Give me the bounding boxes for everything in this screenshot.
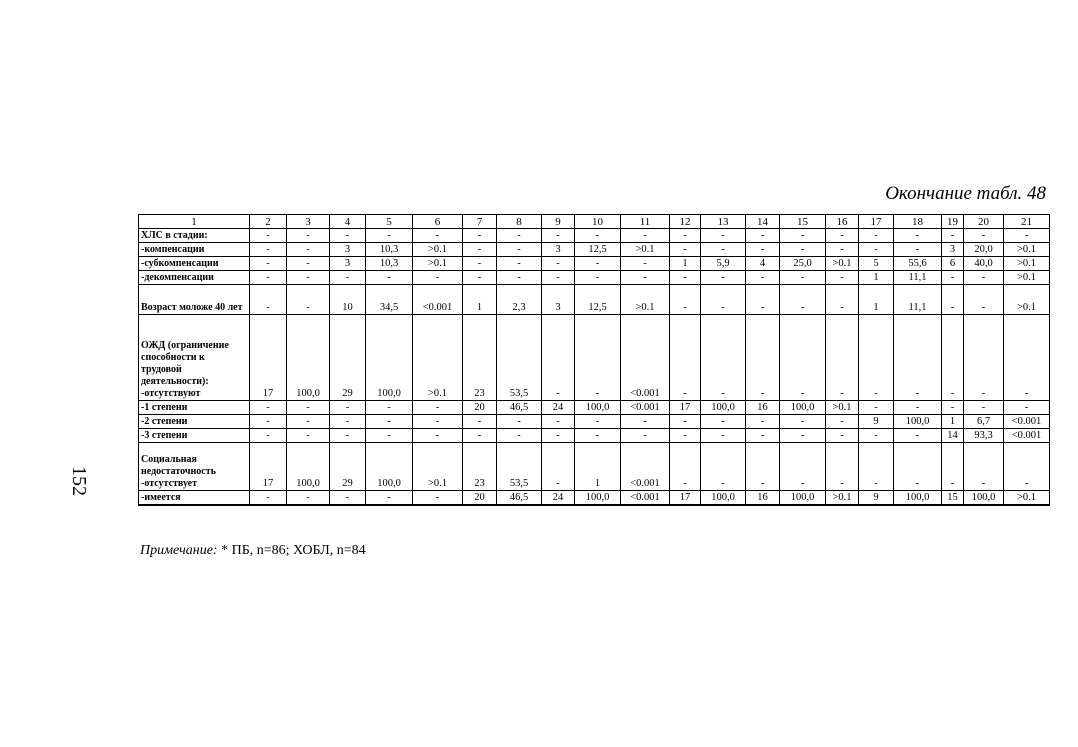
table-row (139, 229, 1050, 243)
table-cell: - (746, 243, 780, 257)
table-cell: - (542, 415, 575, 429)
table-cell: - (330, 415, 366, 429)
table-cell: - (250, 257, 287, 271)
table-cell: - (575, 429, 621, 443)
table-cell: - (250, 415, 287, 429)
table-cell: 1 (670, 257, 701, 271)
table-cell: - (942, 229, 964, 243)
table-cell: 100,0 (366, 315, 413, 401)
header-cell: 8 (497, 215, 542, 229)
table-cell: - (330, 229, 366, 243)
header-cell: 2 (250, 215, 287, 229)
table-cell: - (497, 229, 542, 243)
table-cell: - (964, 271, 1004, 285)
note-label: Примечание: (140, 543, 218, 558)
table-cell: >0.1 (826, 491, 859, 506)
table-row (139, 443, 1050, 491)
table-cell: - (670, 271, 701, 285)
table-cell: - (701, 429, 746, 443)
table-cell: 3 (330, 257, 366, 271)
table-cell: <0.001 (621, 491, 670, 506)
table-cell: >0.1 (826, 257, 859, 271)
table-cell: - (366, 415, 413, 429)
table-cell: 100,0 (894, 415, 942, 429)
table-cell: - (250, 491, 287, 506)
table-row (139, 415, 1050, 429)
table-cell: - (701, 285, 746, 315)
table-cell: - (859, 401, 894, 415)
row-label: -компенсации (139, 243, 250, 257)
table-cell: - (894, 429, 942, 443)
table-cell: >0.1 (621, 285, 670, 315)
header-cell: 9 (542, 215, 575, 229)
table-cell: <0.001 (413, 285, 463, 315)
table-cell: - (964, 229, 1004, 243)
table-cell: 100,0 (287, 315, 330, 401)
table-cell: - (542, 257, 575, 271)
table-cell: 6 (942, 257, 964, 271)
table-cell: 10,3 (366, 243, 413, 257)
table-cell: 25,0 (780, 257, 826, 271)
table-cell: - (250, 229, 287, 243)
table-cell: - (746, 285, 780, 315)
table-cell: - (670, 415, 701, 429)
table-cell: - (942, 443, 964, 491)
table-cell: - (746, 415, 780, 429)
table-cell: - (942, 271, 964, 285)
header-cell: 1 (139, 215, 250, 229)
table-cell: 100,0 (701, 401, 746, 415)
header-cell: 5 (366, 215, 413, 229)
table-row (139, 285, 1050, 315)
table-cell: 46,5 (497, 401, 542, 415)
table-cell: - (894, 401, 942, 415)
table-cell: 29 (330, 315, 366, 401)
table-cell: - (826, 229, 859, 243)
table-cell: 1 (859, 271, 894, 285)
table-row (139, 271, 1050, 285)
table-cell: - (780, 429, 826, 443)
table-cell: - (463, 257, 497, 271)
table-row (139, 429, 1050, 443)
table-cell: - (780, 315, 826, 401)
row-label: -1 степени (139, 401, 250, 415)
table-cell: 100,0 (575, 401, 621, 415)
table-cell: 17 (250, 315, 287, 401)
table-cell: 6,7 (964, 415, 1004, 429)
table-note (140, 543, 366, 559)
table-cell: - (670, 285, 701, 315)
table-cell: - (964, 315, 1004, 401)
table-cell: - (746, 315, 780, 401)
table-cell: - (894, 315, 942, 401)
table-cell: - (701, 243, 746, 257)
table-cell: 20 (463, 491, 497, 506)
table-cell: 3 (542, 285, 575, 315)
table-cell: - (859, 243, 894, 257)
table-cell: - (366, 401, 413, 415)
header-cell: 12 (670, 215, 701, 229)
table-cell: - (1004, 443, 1050, 491)
table-cell: - (575, 257, 621, 271)
table-cell: - (894, 243, 942, 257)
table-cell: - (942, 315, 964, 401)
table-cell: 12,5 (575, 285, 621, 315)
table-cell: - (964, 401, 1004, 415)
table-cell: - (287, 401, 330, 415)
table-cell: - (1004, 315, 1050, 401)
table-cell: 1 (859, 285, 894, 315)
table-cell: - (575, 315, 621, 401)
table-cell: 23 (463, 443, 497, 491)
table-cell: - (780, 285, 826, 315)
row-label: Возраст моложе 40 лет (139, 285, 250, 315)
table-cell: - (746, 271, 780, 285)
table-cell: - (497, 243, 542, 257)
table-cell: - (826, 443, 859, 491)
table-cell: - (859, 429, 894, 443)
table-cell: 15 (942, 491, 964, 506)
table-cell: - (621, 429, 670, 443)
table-cell: - (826, 415, 859, 429)
table-cell: - (287, 491, 330, 506)
table-cell: - (701, 415, 746, 429)
table-cell: 2,3 (497, 285, 542, 315)
table-cell: - (250, 401, 287, 415)
table-cell: 1 (463, 285, 497, 315)
table-cell: - (746, 443, 780, 491)
table-cell: - (366, 491, 413, 506)
table-cell: - (826, 271, 859, 285)
table-cell: 10 (330, 285, 366, 315)
table-cell: 20 (463, 401, 497, 415)
row-label: -имеется (139, 491, 250, 506)
table-cell: - (621, 229, 670, 243)
row-label: -2 степени (139, 415, 250, 429)
table-cell: - (826, 243, 859, 257)
table-cell: >0.1 (413, 257, 463, 271)
header-cell: 20 (964, 215, 1004, 229)
table-row (139, 401, 1050, 415)
table-cell: 14 (942, 429, 964, 443)
table-cell: 100,0 (701, 491, 746, 506)
table-cell: - (250, 271, 287, 285)
table-cell: 46,5 (497, 491, 542, 506)
table-cell: - (701, 271, 746, 285)
table-cell: - (542, 229, 575, 243)
header-cell: 15 (780, 215, 826, 229)
table-cell: 100,0 (894, 491, 942, 506)
table-cell: 16 (746, 401, 780, 415)
table-row (139, 491, 1050, 506)
table-cell: - (894, 229, 942, 243)
header-cell: 10 (575, 215, 621, 229)
table-cell: 16 (746, 491, 780, 506)
table-cell: >0.1 (1004, 285, 1050, 315)
table-row (139, 315, 1050, 401)
table-cell: 34,5 (366, 285, 413, 315)
table-cell: - (250, 285, 287, 315)
table-cell: - (964, 285, 1004, 315)
row-label: -субкомпенсации (139, 257, 250, 271)
table-cell: - (497, 415, 542, 429)
table-cell: <0.001 (1004, 415, 1050, 429)
table-cell: 17 (670, 491, 701, 506)
table-cell: 1 (575, 443, 621, 491)
table-cell: - (621, 257, 670, 271)
table-cell: <0.001 (621, 401, 670, 415)
page-number: 152 (68, 466, 90, 496)
header-cell: 3 (287, 215, 330, 229)
table-cell: - (670, 315, 701, 401)
table-cell: - (575, 271, 621, 285)
table-cell: - (964, 443, 1004, 491)
table-cell: 1 (942, 415, 964, 429)
table-cell: - (780, 243, 826, 257)
table-cell: - (780, 271, 826, 285)
table-cell: - (859, 229, 894, 243)
table-cell: - (413, 415, 463, 429)
table-cell: 9 (859, 415, 894, 429)
table-cell: 10,3 (366, 257, 413, 271)
row-label: -3 степени (139, 429, 250, 443)
row-label: Социальная недостаточность -отсутствует (139, 443, 250, 491)
table-cell: - (463, 229, 497, 243)
table-cell: - (463, 415, 497, 429)
table-cell: - (780, 229, 826, 243)
table-cell: 23 (463, 315, 497, 401)
table-cell: - (366, 429, 413, 443)
table-cell: >0.1 (413, 443, 463, 491)
table-cell: - (859, 443, 894, 491)
table-cell: - (330, 271, 366, 285)
table-cell: 5 (859, 257, 894, 271)
table-cell: - (826, 315, 859, 401)
header-cell: 6 (413, 215, 463, 229)
table-cell: >0.1 (826, 401, 859, 415)
table-cell: - (542, 271, 575, 285)
table-cell: 12,5 (575, 243, 621, 257)
header-cell: 21 (1004, 215, 1050, 229)
table-cell: - (621, 271, 670, 285)
row-label: ХЛС в стадии: (139, 229, 250, 243)
table-cell: - (497, 271, 542, 285)
table-cell: - (542, 443, 575, 491)
table-cell: - (413, 271, 463, 285)
table-cell: - (330, 401, 366, 415)
table-cell: - (287, 229, 330, 243)
table-cell: 11,1 (894, 285, 942, 315)
table-cell: - (670, 243, 701, 257)
table-cell: - (701, 443, 746, 491)
table-cell: 53,5 (497, 443, 542, 491)
table-cell: 4 (746, 257, 780, 271)
table-cell: 100,0 (780, 401, 826, 415)
table-cell: 29 (330, 443, 366, 491)
table-cell: <0.001 (1004, 429, 1050, 443)
table-cell: >0.1 (1004, 257, 1050, 271)
table-cell: - (287, 429, 330, 443)
table-cell: 3 (330, 243, 366, 257)
table-cell: 100,0 (366, 443, 413, 491)
header-cell: 13 (701, 215, 746, 229)
table-cell: <0.001 (621, 315, 670, 401)
table-cell: - (542, 429, 575, 443)
table-cell: 100,0 (287, 443, 330, 491)
table-cell: - (542, 315, 575, 401)
table-cell: - (942, 401, 964, 415)
table-cell: 20,0 (964, 243, 1004, 257)
row-label: -декомпенсации (139, 271, 250, 285)
note-text: * ПБ, n=86; ХОБЛ, n=84 (217, 543, 366, 558)
table-cell: >0.1 (1004, 243, 1050, 257)
table-cell: 9 (859, 491, 894, 506)
table-cell: - (250, 429, 287, 443)
table-cell: - (413, 229, 463, 243)
table-cell: - (287, 285, 330, 315)
table-cell: - (701, 315, 746, 401)
table-cell: - (894, 443, 942, 491)
header-cell: 17 (859, 215, 894, 229)
table-cell: - (746, 229, 780, 243)
table-cell: 3 (542, 243, 575, 257)
table-title: Окончание табл. 48 (885, 183, 1046, 204)
table-cell: 17 (670, 401, 701, 415)
table-cell: - (330, 429, 366, 443)
table-cell: - (463, 243, 497, 257)
table-cell: - (1004, 229, 1050, 243)
table-cell: - (670, 443, 701, 491)
table-cell: - (250, 243, 287, 257)
table-cell: >0.1 (413, 243, 463, 257)
table-cell: - (366, 271, 413, 285)
header-cell: 19 (942, 215, 964, 229)
table-cell: - (463, 429, 497, 443)
table-cell: - (780, 443, 826, 491)
table-cell: >0.1 (1004, 271, 1050, 285)
table-cell: - (826, 285, 859, 315)
header-cell: 7 (463, 215, 497, 229)
table-cell: 53,5 (497, 315, 542, 401)
table-cell: 100,0 (780, 491, 826, 506)
table-cell: - (366, 229, 413, 243)
header-cell: 18 (894, 215, 942, 229)
table-cell: - (287, 243, 330, 257)
table-cell: >0.1 (413, 315, 463, 401)
table-cell: - (413, 491, 463, 506)
table-row (139, 257, 1050, 271)
table-cell: <0.001 (621, 443, 670, 491)
table-cell: 93,3 (964, 429, 1004, 443)
table-cell: - (463, 271, 497, 285)
header-cell: 11 (621, 215, 670, 229)
table-cell: - (413, 429, 463, 443)
table-cell: 17 (250, 443, 287, 491)
table-cell: >0.1 (621, 243, 670, 257)
table-cell: - (497, 257, 542, 271)
table-cell: 5,9 (701, 257, 746, 271)
table-cell: 55,6 (894, 257, 942, 271)
table-cell: - (330, 491, 366, 506)
row-label: ОЖД (ограничение способности к трудовой деятельности): -отсутствуют (139, 315, 250, 401)
header-cell: 4 (330, 215, 366, 229)
table-cell: - (859, 315, 894, 401)
header-cell: 16 (826, 215, 859, 229)
table-cell: - (287, 415, 330, 429)
table-cell: 100,0 (575, 491, 621, 506)
table-cell: 3 (942, 243, 964, 257)
table-cell: - (413, 401, 463, 415)
table-cell: - (670, 229, 701, 243)
table-cell: 11,1 (894, 271, 942, 285)
table-cell: 40,0 (964, 257, 1004, 271)
table-cell: - (287, 271, 330, 285)
table-cell: - (780, 415, 826, 429)
table-cell: 100,0 (964, 491, 1004, 506)
table-cell: - (575, 415, 621, 429)
table-cell: - (575, 229, 621, 243)
table-cell: 24 (542, 491, 575, 506)
table-cell: - (497, 429, 542, 443)
table-cell: - (826, 429, 859, 443)
table-cell: 24 (542, 401, 575, 415)
table-cell: - (1004, 401, 1050, 415)
table-cell: >0.1 (1004, 491, 1050, 506)
header-cell: 14 (746, 215, 780, 229)
table-row (139, 243, 1050, 257)
table-cell: - (670, 429, 701, 443)
data-table (138, 214, 1050, 506)
table-cell: - (621, 415, 670, 429)
table-cell: - (746, 429, 780, 443)
table-cell: - (287, 257, 330, 271)
table-cell: - (701, 229, 746, 243)
header-row (139, 215, 1050, 229)
table-cell: - (942, 285, 964, 315)
